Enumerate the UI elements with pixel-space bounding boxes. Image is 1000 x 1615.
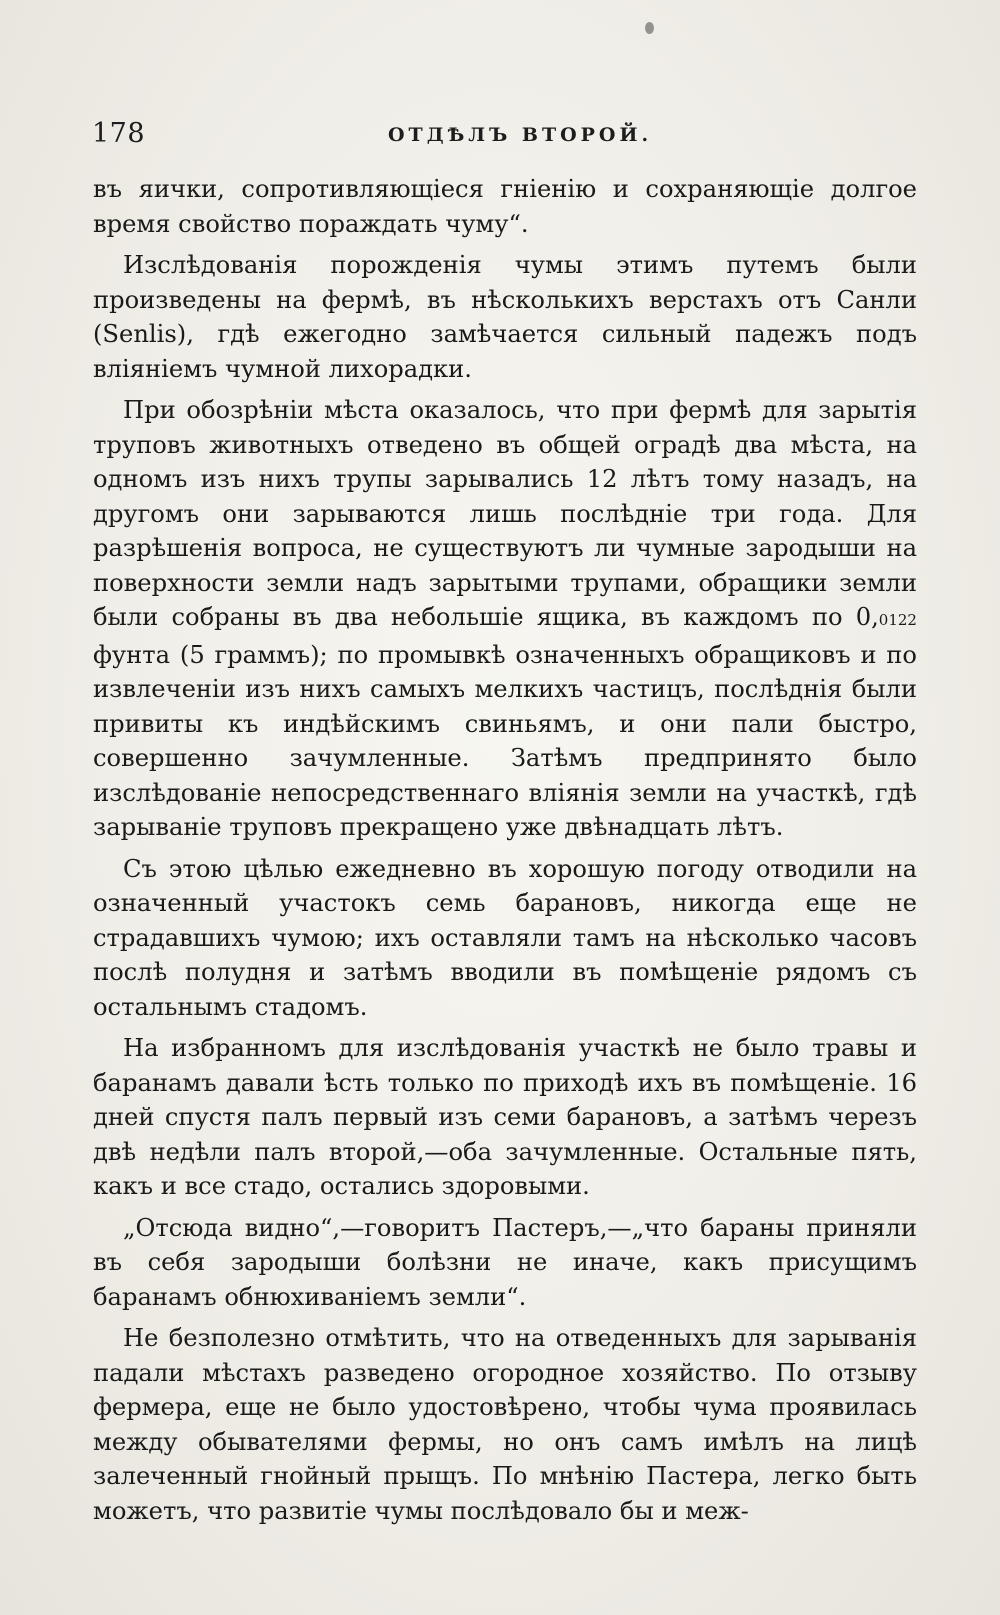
weight-fraction: 0122 [878,611,917,629]
paragraph-5: На избранномъ для изслѣдованія участкѣ не было травы и баранамъ давали ѣсть только по приходѣ ихъ въ помѣщеніе. 16 дней спустя палъ первый изъ семи барановъ, а затѣмъ черезъ двѣ недѣли палъ второй,—оба зачумленные. Остальные пять, какъ и все стадо, остались здоровыми. [93,1034,917,1200]
weight-value: 0,0122 [855,603,917,631]
paragraph-7: Не безполезно отмѣтить, что на отведенныхъ для зарыванія падали мѣстахъ разведено огородное хозяйство. По отзыву фермера, еще не было удостовѣрено, чтобы чума проявилась между обывателями фермы, но онъ самъ имѣлъ на лицѣ залеченный гнойный прыщъ. По мнѣнію Пастера, легко быть можетъ, что развитіе чумы послѣдовало бы и меж- [93,1324,917,1525]
running-title: ОТДѢЛЪ ВТОРОЙ. [388,124,653,146]
paragraph-4: Съ этою цѣлью ежедневно въ хорошую погоду отводили на означенный участокъ семь барановъ, никогда еще не страдавшихъ чумою; ихъ оставляли тамъ на нѣсколько часовъ послѣ полудня и затѣмъ вводили въ помѣщеніе рядомъ съ остальнымъ стадомъ. [93,854,917,1021]
paragraph-3-rest: фунта (5 граммъ); по промывкѣ означенныхъ обращиковъ и по извлеченіи изъ нихъ самыхъ мелкихъ частицъ, послѣднія были привиты къ индѣйскимъ свиньямъ, и они пали быстро, совершенно зачумленные. Затѣмъ предпринято было изслѣдованіе непосредственнаго вліянія земли на участкѣ, гдѣ зарываніе труповъ прекращено уже двѣнадцать лѣтъ. [93,640,917,841]
paragraph-3-text: При обозрѣніи мѣста оказалось, что при фермѣ для зарытія труповъ животныхъ отведено въ общей оградѣ два мѣста, на одномъ изъ нихъ трупы зарывались 12 лѣтъ тому назадъ, на другомъ они зарываются лишь послѣдніе три года. Для разрѣшенія вопроса, не существуютъ ли чумные зародыши на поверхности земли надъ зарытыми трупами, обращики земли были собраны въ два небольшіе ящика, въ каждомъ по [93,396,917,631]
paragraph-1: въ яички, сопротивляющіеся гніенію и сохраняющіе долгое время свойство пораждать чуму“. [93,175,917,238]
body-text [93,172,917,1535]
paragraph-3 [93,393,917,845]
paragraph-2: Изслѣдованія порожденія чумы этимъ путемъ были произведены на фермѣ, въ нѣсколькихъ верстахъ отъ Санли (Senlis), гдѣ ежегодно замѣчается сильный падежъ подъ вліяніемъ чумной лихорадки. [93,251,917,383]
page-number: 178 [92,118,146,149]
ink-spot [645,22,654,34]
paragraph-6: „Отсюда видно“,—говоритъ Пастеръ,—„что бараны приняли въ себя зародыши болѣзни не иначе, какъ присущимъ баранамъ обнюхиваніемъ земли“. [93,1213,917,1311]
